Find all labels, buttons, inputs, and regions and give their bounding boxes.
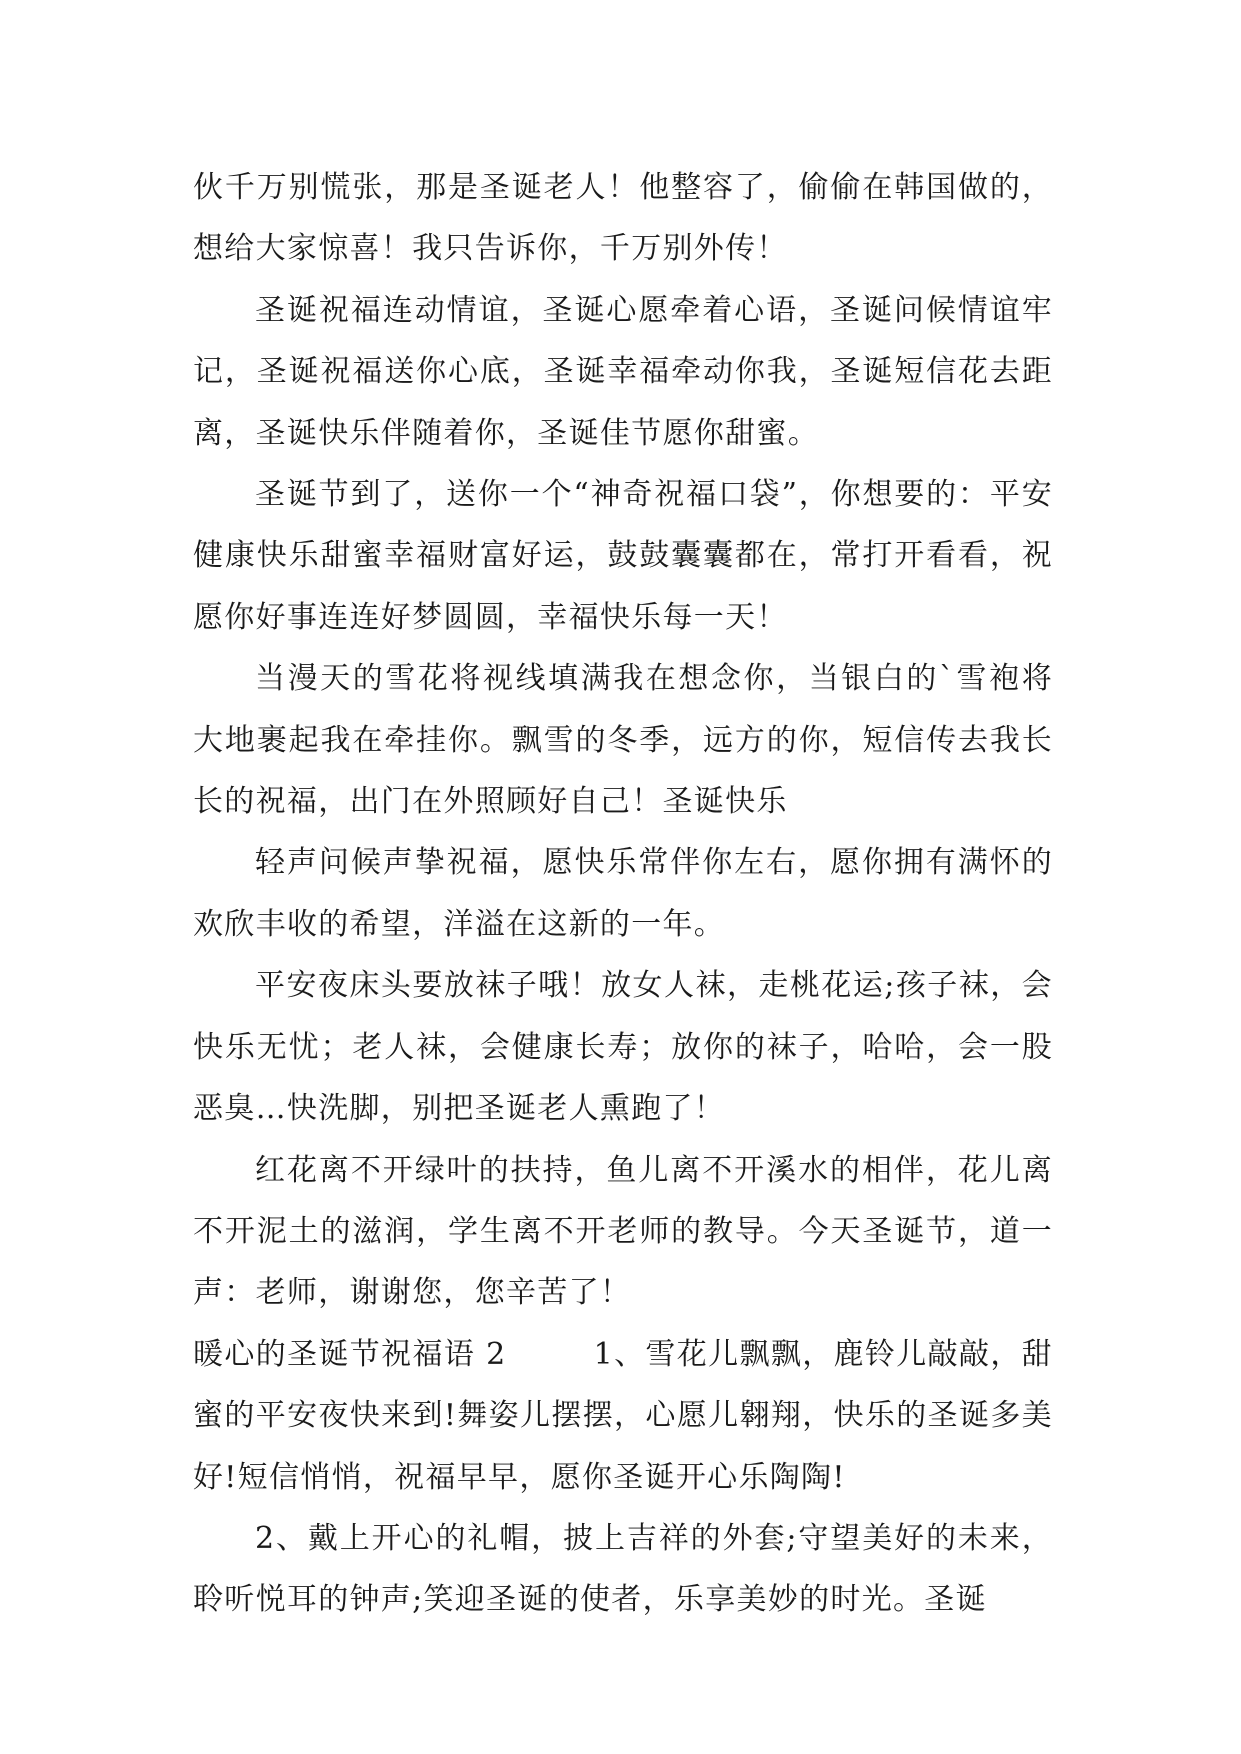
section-first-text: 1、雪花儿飘飘，鹿铃儿敲敲，甜蜜的平安夜快来到!舞姿儿摆摆，心愿儿翱翔，快乐的圣诞多美好!短信悄悄，祝福早早，愿你圣诞开心乐陶陶! — [193, 1336, 1053, 1495]
paragraph: 当漫天的雪花将视线填满我在想念你，当银白的`雪袍将大地裹起我在牵挂你。飘雪的冬季，远方的你，短信传去我长长的祝福，出门在外照顾好自己！圣诞快乐 — [193, 661, 1053, 820]
document-body — [193, 157, 1053, 1631]
paragraph: 轻声问候声挚祝福，愿快乐常伴你左右，愿你拥有满怀的欢欣丰收的希望，洋溢在这新的一年。 — [193, 845, 1053, 942]
paragraph: 红花离不开绿叶的扶持，鱼儿离不开溪水的相伴，花儿离不开泥土的滋润，学生离不开老师的教导。今天圣诞节，道一声：老师，谢谢您，您辛苦了！ — [193, 1152, 1053, 1311]
section-heading: 暖心的圣诞节祝福语 2 — [193, 1336, 507, 1372]
paragraph: 2、戴上开心的礼帽，披上吉祥的外套;守望美好的未来，聆听悦耳的钟声;笑迎圣诞的使者，乐享美妙的时光。圣诞 — [193, 1520, 1053, 1618]
section-paragraph — [193, 1324, 1053, 1508]
heading-gap — [506, 1337, 593, 1372]
paragraph: 平安夜床头要放袜子哦！放女人袜，走桃花运;孩子袜，会快乐无忧；老人袜，会健康长寿；放你的袜子，哈哈，会一股恶臭…快洗脚，别把圣诞老人熏跑了！ — [193, 968, 1053, 1127]
paragraph: 圣诞祝福连动情谊，圣诞心愿牵着心语，圣诞问候情谊牢记，圣诞祝福送你心底，圣诞幸福牵动你我，圣诞短信花去距离，圣诞快乐伴随着你，圣诞佳节愿你甜蜜。 — [193, 292, 1053, 451]
paragraph-continued: 伙千万别慌张，那是圣诞老人！他整容了，偷偷在韩国做的，想给大家惊喜！我只告诉你，千万别外传！ — [193, 170, 1053, 267]
paragraph: 圣诞节到了，送你一个“神奇祝福口袋”，你想要的：平安健康快乐甜蜜幸福财富好运，鼓鼓囊囊都在，常打开看看，祝愿你好事连连好梦圆圆，幸福快乐每一天！ — [193, 477, 1053, 635]
